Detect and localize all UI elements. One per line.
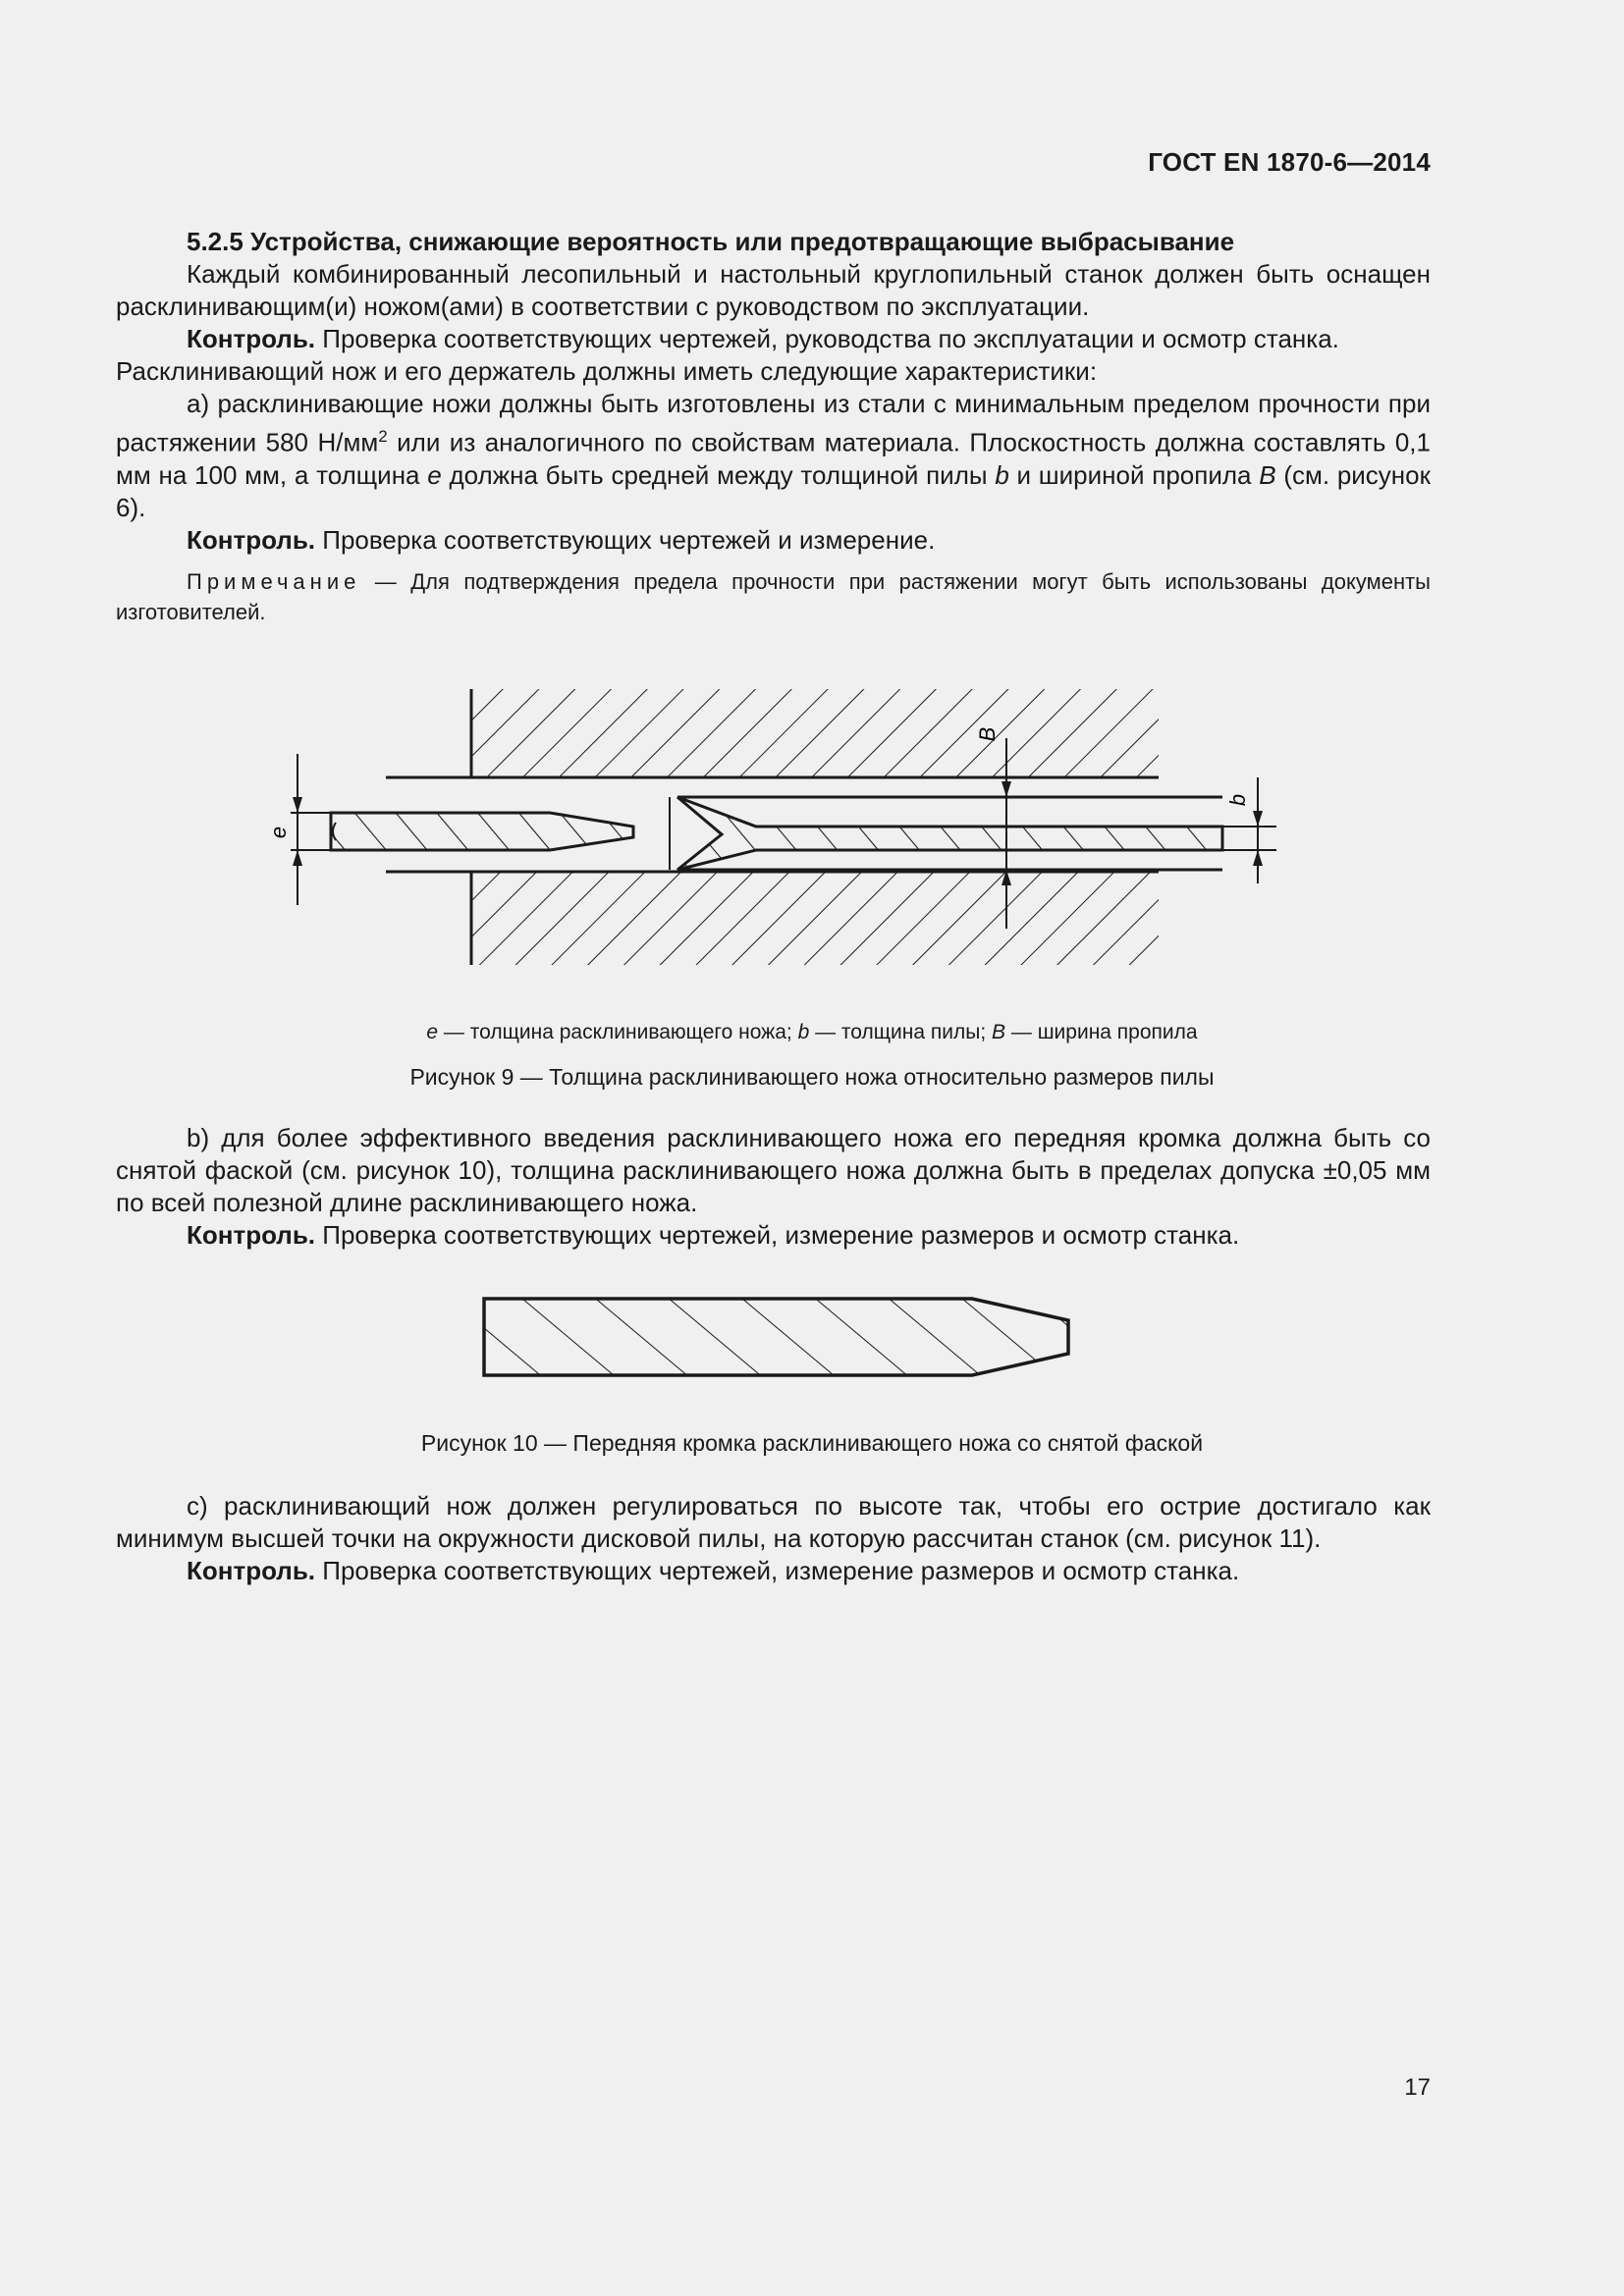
- legend-B: B: [992, 1021, 1006, 1043]
- figure-9-caption: Рисунок 9 — Толщина расклинивающего ножа относительно размеров пилы: [409, 1064, 1215, 1090]
- control-text: Проверка соответствующих чертежей, измерение размеров и осмотр станка.: [315, 1556, 1240, 1585]
- figure-10-drawing: [0, 1286, 1624, 1384]
- label-b: b: [1225, 793, 1250, 807]
- item-a: [116, 388, 1431, 524]
- item-a-part3: должна быть средней между толщиной пилы: [441, 459, 996, 490]
- paragraph-1: Каждый комбинированный лесопильный и настольный круглопильный станок должен быть оснащен расклинивающим(и) ножом(ами) в соответствии с руководством по эксплуатации.: [116, 259, 1431, 321]
- label-B: B: [975, 726, 1000, 742]
- legend-b: b: [797, 1021, 810, 1043]
- control-2: [116, 524, 1431, 557]
- figure-9-legend: [0, 1021, 1624, 1044]
- paragraph-2: Расклинивающий нож и его держатель должны иметь следующие характеристики:: [116, 356, 1098, 386]
- item-a-var-B: B: [1259, 459, 1276, 490]
- lower-workpiece: [386, 872, 1159, 965]
- control-label: Контроль.: [187, 1220, 316, 1250]
- legend-e: e: [426, 1021, 439, 1043]
- item-a-part4: и шириной пропила: [1008, 459, 1260, 490]
- item-a-var-e: e: [427, 459, 442, 490]
- item-a-part5: (см. рисунок 6).: [116, 459, 1432, 522]
- note-text: — Для подтверждения предела прочности при растяжении могут быть использованы документы изготовителей.: [116, 568, 1431, 624]
- control-1: [116, 323, 1431, 355]
- figure-9-drawing: [0, 677, 1624, 991]
- item-c: c) расклинивающий нож должен регулироваться по высоте так, чтобы его острие достигало как минимум высшей точки на окружности дисковой пилы, на которую рассчитан станок (см. рисунок 11).: [116, 1491, 1431, 1553]
- page-number: 17: [1404, 2074, 1431, 2101]
- legend-b-text: — толщина пилы;: [809, 1021, 993, 1043]
- item-a-part2: или из аналогичного по свойствам материала. Плоскостность должна составлять 0,1 мм на 100 мм, а толщина: [116, 427, 1431, 490]
- chamfered-knife: [484, 1299, 1068, 1375]
- item-c-block: [116, 1490, 1431, 1587]
- upper-workpiece: [386, 689, 1159, 777]
- control-c: [116, 1555, 1431, 1587]
- control-label: Контроль.: [187, 524, 316, 555]
- legend-e-text: — толщина расклинивающего ножа;: [438, 1021, 798, 1043]
- item-a-part1: а) расклинивающие ножи должны быть изготовлены из стали с минимальным пределом прочности при растяжении 580 Н/мм: [116, 389, 1431, 457]
- section-5-2-5: [116, 226, 1431, 627]
- dimension-b: [1222, 777, 1276, 883]
- item-b-block: [116, 1122, 1431, 1252]
- control-text: Проверка соответствующих чертежей, руководства по эксплуатации и осмотр станка.: [315, 324, 1339, 353]
- item-b: b) для более эффективного введения расклинивающего ножа его передняя кромка должна быть со снятой фаской (см. рисунок 10), толщина расклинивающего ножа должна быть в пределах допуска ±0,05 мм по всей полезной длине расклинивающего ножа.: [116, 1123, 1431, 1217]
- note-label: Примечание: [187, 568, 361, 594]
- control-b: [116, 1219, 1431, 1252]
- control-text: Проверка соответствующих чертежей, измерение размеров и осмотр станка.: [315, 1220, 1240, 1250]
- section-title: 5.2.5 Устройства, снижающие вероятность или предотвращающие выбрасывание: [187, 227, 1235, 256]
- control-label: Контроль.: [187, 324, 316, 353]
- control-label: Контроль.: [187, 1556, 316, 1585]
- document-header: ГОСТ EN 1870-6—2014: [1148, 147, 1431, 177]
- item-a-superscript: 2: [378, 427, 388, 446]
- riving-knife: [331, 813, 633, 850]
- control-text: Проверка соответствующих чертежей и измерение.: [315, 524, 936, 555]
- note: [116, 566, 1431, 627]
- label-e: e: [266, 826, 291, 839]
- figure-10-caption: Рисунок 10 — Передняя кромка расклинивающего ножа со снятой фаской: [420, 1430, 1204, 1456]
- legend-B-text: — ширина пропила: [1005, 1021, 1198, 1043]
- item-a-var-b: b: [995, 459, 1009, 490]
